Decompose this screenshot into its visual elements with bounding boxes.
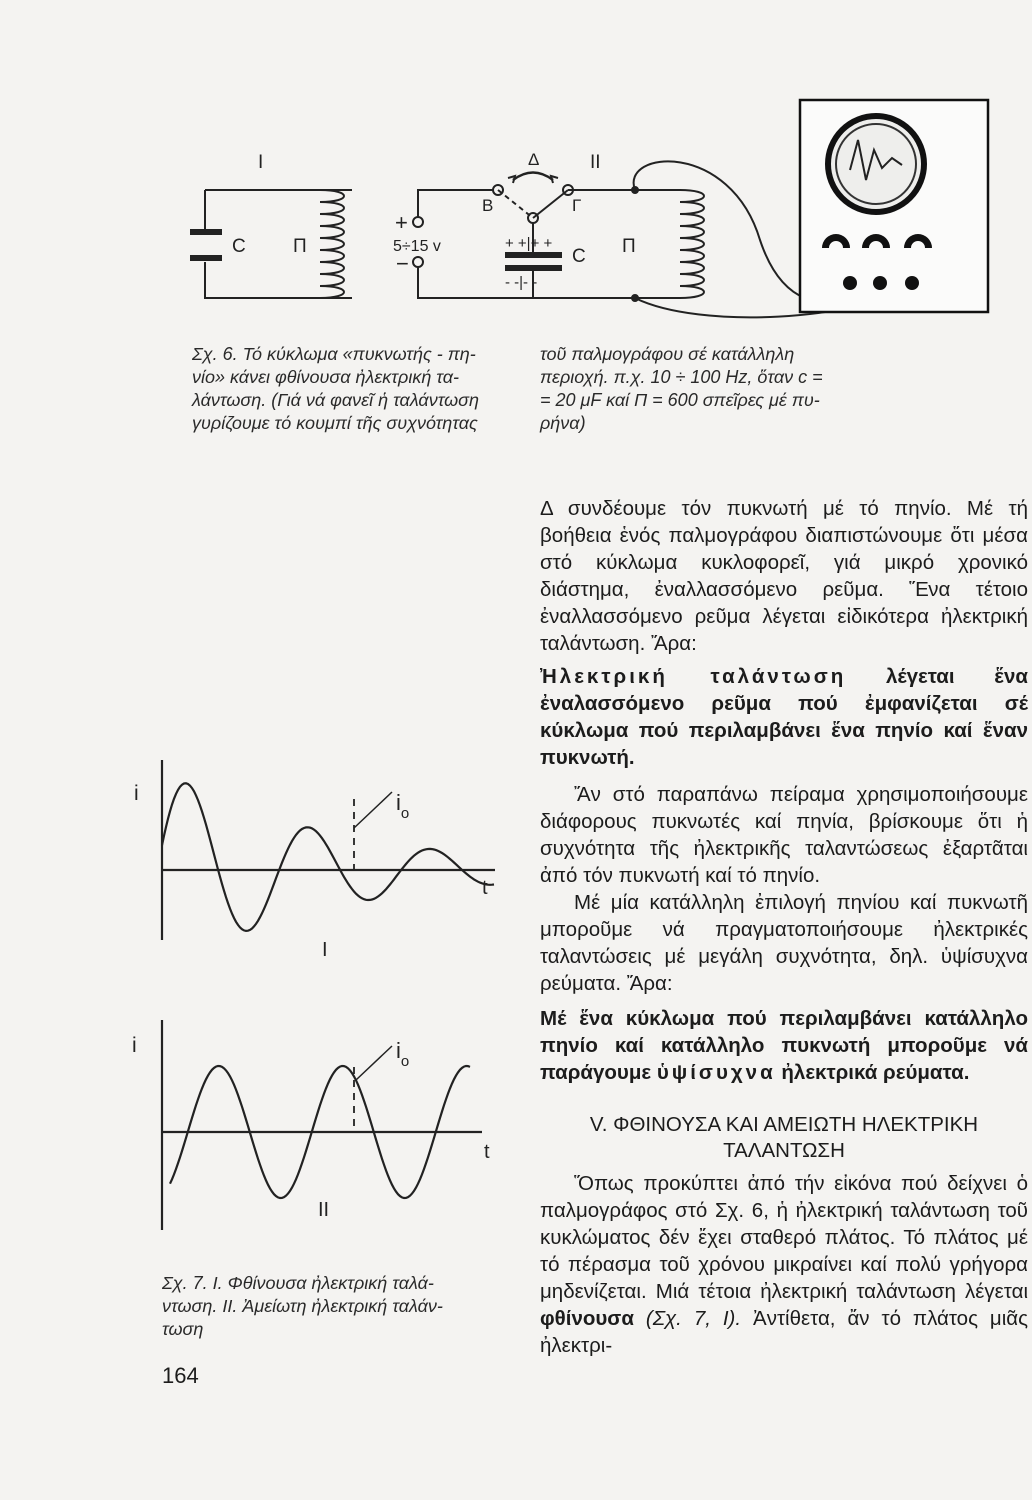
fig7-top-label-io	[396, 790, 409, 822]
figure-7-waveforms	[0, 740, 520, 1330]
term-fthinousa: φθίνουσα	[540, 1307, 634, 1330]
caption-line: Σχ. 6. Τό κύκλωμα «πυκνωτής - πη-	[192, 344, 476, 364]
fig6-label-B: Β	[482, 196, 494, 215]
definition-text: ἠλεκτρικά ρεύματα.	[781, 1061, 970, 1084]
caption-figure-6-right	[540, 343, 880, 435]
fig6-label-delta: Δ	[528, 150, 540, 169]
fig7-bottom-axis-i: i	[132, 1034, 137, 1057]
caption-line: τοῦ παλμογράφου σέ κατάλληλη	[540, 344, 795, 364]
fig6-label-G: Γ	[572, 196, 582, 215]
figure-6-circuit	[0, 0, 1032, 340]
fig6-label-minus-charges: - -|- -	[505, 274, 538, 291]
paragraph-4	[540, 1170, 1028, 1359]
caption-figure-7	[162, 1272, 462, 1341]
body-column	[540, 495, 1028, 1359]
damped-wave	[162, 783, 494, 931]
paragraph-3: Μέ μία κατάλληλη ἐπιλογή πηνίου καί πυκνωτῆ μποροῦμε νά πραγματοποιήσουμε ἠλεκτρικές ταλαντώσεις μέ μεγάλη συχνότητα, δηλ. ὑψίσυχνα ρεύματα. Ἄρα:	[540, 891, 1028, 995]
caption-line: τωση	[162, 1319, 204, 1339]
definition-term: Ἠλεκτρική ταλάντωση	[540, 665, 847, 688]
fig7-top-axis-t: t	[482, 877, 488, 899]
io-subscript: o	[400, 1053, 410, 1070]
fig6-label-plus: +	[395, 210, 408, 235]
fig6-label-I: I	[258, 152, 264, 173]
io-subscript: o	[400, 805, 410, 822]
paragraph-4-tail: Ἀντίθετα, ἄν τό πλάτος μιᾶς ἠλεκτρι-	[540, 1307, 1028, 1357]
coil-left	[320, 190, 344, 298]
fig6-label-C-left: C	[232, 236, 246, 257]
io-letter: i	[396, 790, 401, 815]
caption-line: ρήνα)	[540, 413, 586, 433]
paragraph-4-text: Ὅπως προκύπτει ἀπό τήν εἰκόνα πού δείχνει ὁ παλμογράφος στό Σχ. 6, ἡ ἠλεκτρική ταλάντωση τοῦ κυκλώματος δέν ἔχει σταθερό πλάτος. Τό πλάτος μέ τό πέρασμα τοῦ χρόνου μικραίνει καί πολύ γρήγορα μηδενίζεται. Μιά τέτοια ἠλεκτρική ταλάντωση λέγεται	[540, 1172, 1028, 1303]
caption-line: περιοχή. π.χ. 10 ÷ 100 Hz, ὅταν c =	[540, 367, 823, 387]
definition-text: Μέ ἕνα κύκλωμα πού περιλαμβάνει κατάλληλο πηνίο καί κατάλληλο πυκνωτή μποροῦμε νά παράγουμε	[540, 1007, 1028, 1084]
definition-text: λέγεται ἕνα ἐναλασσόμενο ρεῦμα πού ἐμφανίζεται σέ κύκλωμα πού περιλαμβάνει ἕνα πηνίο καί ἕναν πυκνωτή.	[540, 665, 1028, 769]
fig7-bottom-axis-t: t	[484, 1141, 490, 1163]
page-number: 164	[162, 1363, 199, 1388]
fig6-label-II: II	[590, 152, 601, 173]
fig7-top-label-I: I	[322, 939, 328, 961]
section-heading-line: V. ΦΘΙΝΟΥΣΑ ΚΑΙ ΑΜΕΙΩΤΗ ΗΛΕΚΤΡΙΚΗ	[589, 1113, 979, 1136]
fig7-top-axis-i: i	[134, 782, 139, 805]
definition-term: ὑψίσυχνα	[656, 1061, 776, 1084]
section-heading-line: ΤΑΛΑΝΤΩΣΗ	[723, 1139, 845, 1162]
paragraph-1: Δ συνδέουμε τόν πυκνωτή μέ τό πηνίο. Μέ τή βοήθεια ἑνός παλμογράφου διαπιστώνουμε ὅτι μέσα στό κύκλωμα κυκλοφορεῖ, γιά μικρό χρονικό διάστημα, ἐναλλασσόμενο ρεῦμα. Ἕνα τέτοιο ἐναλλασσόμενο ρεῦμα λέγεται εἰδικότερα ἠλεκτρική ταλάντωση. Ἄρα:	[540, 497, 1028, 655]
fig6-label-minus: −	[396, 251, 409, 276]
section-heading	[540, 1112, 1028, 1164]
fig7-bottom-label-II: II	[318, 1199, 330, 1221]
fig6-label-voltage: 5÷15 v	[393, 238, 441, 255]
caption-line: = 20 μF καί Π = 600 σπεῖρες μέ πυ-	[540, 390, 820, 410]
oscilloscope	[800, 100, 988, 312]
fig6-label-C-right: C	[572, 246, 586, 267]
caption-figure-6-left	[192, 343, 502, 435]
caption-line: ντωση. ΙΙ. Ἀμείωτη ἠλεκτρική ταλάν-	[162, 1296, 443, 1316]
caption-line: νίο» κάνει φθίνουσα ἠλεκτρική τα-	[192, 367, 460, 387]
definition-oscillation	[540, 663, 1028, 771]
fig6-label-plus-charges: + +|+ +	[505, 235, 553, 252]
paragraph-2: Ἄν στό παραπάνω πείραμα χρησιμοποιήσουμε διάφορους πυκνωτές καί πηνία, βρίσκουμε ὅτι ἡ συχνότητα τῆς ἠλεκτρικῆς ταλαντώσεως ἐξαρτᾶται ἀπό τόν πυκνωτή καί τό πηνίο.	[540, 783, 1028, 887]
fig6-label-P-right: Π	[622, 236, 636, 257]
fig6-label-P-left: Π	[293, 236, 307, 257]
figure-ref: (Σχ. 7, Ι).	[645, 1307, 742, 1330]
caption-line: γυρίζουμε τό κουμπί τῆς συχνότητας	[192, 413, 478, 433]
definition-hf	[540, 1005, 1028, 1086]
caption-line: λάντωση. (Γιά νά φανεῖ ἡ ταλάντωση	[192, 390, 480, 410]
coil-right	[680, 190, 704, 298]
fig7-bottom-label-io	[396, 1038, 409, 1070]
caption-line: Σχ. 7. Ι. Φθίνουσα ἠλεκτρική ταλά-	[162, 1273, 434, 1293]
io-letter: i	[396, 1038, 401, 1063]
